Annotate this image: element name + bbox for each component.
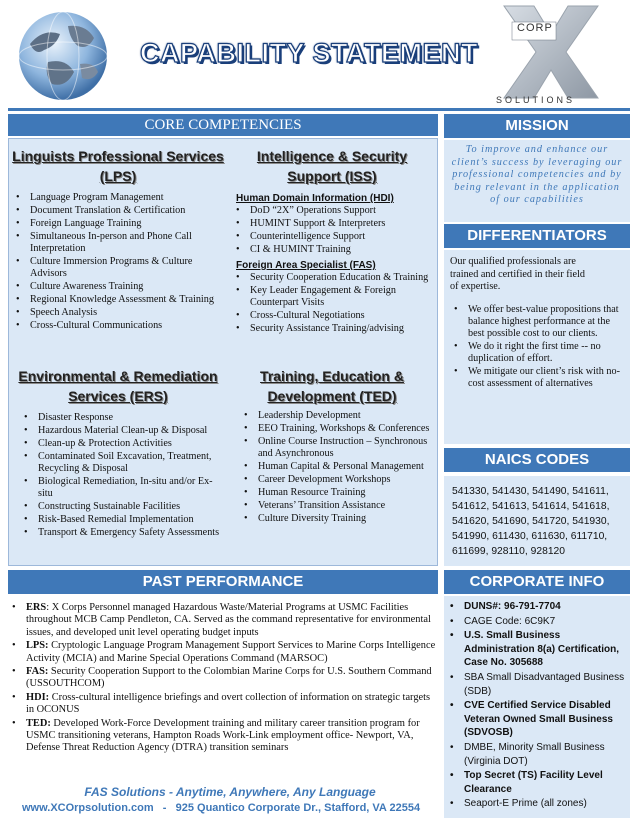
mission-text: To improve and enhance our client’s success by leveraging our professional competencies and by being relevant in the application of our capabilities bbox=[451, 144, 623, 205]
past-performance-text: Cross-cultural intelligence briefings and overt collection of information on strategic targets in OCONUS bbox=[26, 691, 431, 716]
fas-item: • Security Cooperation Education & Training bbox=[232, 272, 432, 284]
ers-item: • Disaster Response bbox=[20, 412, 224, 424]
naics-line: 541330, 541430, 541490, 541611, bbox=[452, 486, 609, 497]
past-performance-text: Cryptologic Language Program Management Support Services to Marine Corps Intelligence Activity (MCIA) and Marine Special Operations Command (MARSOC) bbox=[26, 640, 436, 664]
differentiator-item: • We mitigate our client’s risk with no-cost assessment of alternatives bbox=[450, 366, 624, 390]
corporate-info-item: • Top Secret (TS) Facility Level Clearance bbox=[446, 769, 626, 796]
ted-item: • EEO Training, Workshops & Conferences bbox=[240, 423, 432, 435]
naics-codes bbox=[444, 476, 630, 567]
lps-item: • Culture Immersion Programs & Culture Advisors bbox=[12, 256, 224, 280]
logo-corp-text: CORP bbox=[517, 22, 553, 34]
differentiators-list bbox=[444, 294, 630, 390]
naics-bar: NAICS CODES bbox=[444, 448, 630, 472]
ted-item: • Online Course Instruction – Synchronous and Asynchronous bbox=[240, 436, 432, 460]
lps-item: • Speech Analysis bbox=[12, 307, 224, 319]
past-performance-item bbox=[8, 692, 436, 717]
footer-tagline: FAS Solutions - Anytime, Anywhere, Any Language bbox=[84, 785, 376, 799]
ted-abbr: Development (TED) bbox=[267, 388, 397, 404]
lps-title: Linguists Professional Services bbox=[12, 148, 224, 164]
fas-heading: Foreign Area Specialist (FAS) bbox=[236, 260, 376, 271]
naics-line: 541612, 541613, 541614, 541618, bbox=[452, 501, 610, 512]
past-performance-item bbox=[8, 640, 436, 665]
ted-title: Training, Education & bbox=[260, 368, 404, 384]
iss-title: Intelligence & Security bbox=[256, 148, 408, 164]
iss-section bbox=[232, 146, 432, 336]
naics-line: 611699, 928110, 928120 bbox=[452, 546, 565, 557]
lps-item: • Foreign Language Training bbox=[12, 218, 224, 230]
past-performance-text: Developed Work-Force Development training and military career transition program for USMC transitioning veterans, Hampton Roads Work-Link employment office- Newport, VA, Defense Threat Reduction Agency (DTRA) transition seminars bbox=[26, 717, 420, 754]
past-performance-item bbox=[8, 666, 436, 691]
lps-section bbox=[12, 146, 224, 333]
lps-item: • Cross-Cultural Communications bbox=[12, 320, 224, 332]
past-performance-label: FAS: bbox=[26, 666, 49, 678]
page-title: CAPABILITY STATEMENT bbox=[140, 38, 478, 68]
corporate-info-item: • Seaport-E Prime (all zones) bbox=[446, 797, 626, 811]
ted-item: • Human Resource Training bbox=[240, 487, 432, 499]
ers-list bbox=[12, 412, 224, 539]
past-performance-label: HDI: bbox=[26, 691, 50, 703]
hdi-item: • HUMINT Support & Interpreters bbox=[232, 218, 432, 230]
past-performance-list bbox=[8, 602, 436, 756]
ers-item: • Biological Remediation, In-situ and/or Ex-situ bbox=[20, 476, 224, 500]
differentiator-item: • We offer best-value propositions that balance highest performance at the best possible cost to our clients. bbox=[450, 304, 624, 340]
corporate-info-item: • SBA Small Disadvantaged Business (SDB) bbox=[446, 671, 626, 698]
lps-item: • Simultaneous In-person and Phone Call Interpretation bbox=[12, 231, 224, 255]
lps-item: • Language Program Management bbox=[12, 192, 224, 204]
globe-logo bbox=[8, 6, 118, 106]
ers-title: Environmental & Remediation bbox=[18, 368, 218, 384]
ers-item: • Hazardous Material Clean-up & Disposal bbox=[20, 425, 224, 437]
ted-item: • Leadership Development bbox=[240, 410, 432, 422]
differentiators-panel bbox=[444, 250, 630, 444]
past-performance-label: TED: bbox=[26, 717, 51, 729]
ted-item: • Human Capital & Personal Management bbox=[240, 461, 432, 473]
core-competencies-bar: CORE COMPETENCIES bbox=[8, 114, 438, 136]
differentiators-intro: Our qualified professionals are trained and certified in their field of expertise. bbox=[450, 256, 585, 292]
past-performance-label: ERS bbox=[26, 602, 47, 613]
mission-panel bbox=[444, 140, 630, 222]
past-performance-item bbox=[8, 602, 436, 639]
hdi-heading: Human Domain Information (HDI) bbox=[236, 193, 394, 204]
ers-section bbox=[12, 366, 224, 540]
logo-solutions-text: SOLUTIONS bbox=[496, 95, 576, 105]
naics-line: 541990, 611430, 611630, 611710, bbox=[452, 531, 608, 542]
hdi-item: • DoD “2X” Operations Support bbox=[232, 205, 432, 217]
hdi-list bbox=[232, 205, 432, 256]
fas-item: • Key Leader Engagement & Foreign Counterpart Visits bbox=[232, 285, 432, 309]
ted-item: • Career Development Workshops bbox=[240, 474, 432, 486]
ted-list bbox=[232, 410, 432, 525]
fas-list bbox=[232, 272, 432, 335]
past-performance-item bbox=[8, 718, 436, 755]
mission-bar: MISSION bbox=[444, 114, 630, 138]
ted-section bbox=[232, 366, 432, 526]
lps-item: • Document Translation & Certification bbox=[12, 205, 224, 217]
differentiator-item: • We do it right the first time -- no duplication of effort. bbox=[450, 341, 624, 365]
naics-panel bbox=[444, 476, 630, 566]
ers-item: • Constructing Sustainable Facilities bbox=[20, 501, 224, 513]
past-performance-label: LPS: bbox=[26, 640, 49, 652]
corporate-info-panel bbox=[444, 596, 630, 818]
ers-item: • Risk-Based Remedial Implementation bbox=[20, 514, 224, 526]
lps-item: • Regional Knowledge Assessment & Training bbox=[12, 294, 224, 306]
differentiators-bar: DIFFERENTIATORS bbox=[444, 224, 630, 248]
corporate-info-item: • CAGE Code: 6C9K7 bbox=[446, 615, 626, 629]
lps-list bbox=[12, 192, 224, 332]
header-rule bbox=[8, 108, 630, 111]
past-performance-text: : X Corps Personnel managed Hazardous Waste/Material Programs at USMC Facilities throughout MCB Camp Pendleton, CA. Served as the command representative for environmental issues, and developed unit level operating budget inputs bbox=[26, 602, 431, 638]
lps-abbr: (LPS) bbox=[99, 168, 137, 184]
corporate-info-bar: CORPORATE INFO bbox=[444, 570, 630, 594]
lps-item: • Culture Awareness Training bbox=[12, 281, 224, 293]
fas-item: • Security Assistance Training/advising bbox=[232, 323, 432, 335]
hdi-item: • Counterintelligence Support bbox=[232, 231, 432, 243]
ted-item: • Veterans’ Transition Assistance bbox=[240, 500, 432, 512]
corporate-info-item: • DMBE, Minority Small Business (Virginia DOT) bbox=[446, 741, 626, 768]
past-performance-bar: PAST PERFORMANCE bbox=[8, 570, 438, 594]
naics-line: 541620, 541690, 541720, 541930, bbox=[452, 516, 610, 527]
past-performance-text: Security Cooperation Support to the Colombian Marine Corps for U.S. Southern Command (USSOUTHCOM) bbox=[26, 666, 432, 690]
ers-abbr: Services (ERS) bbox=[68, 388, 168, 404]
footer-contact[interactable] bbox=[22, 802, 442, 814]
footer-contact-text[interactable]: www.XCOrpsolution.com - 925 Quantico Corporate Dr., Stafford, VA 22554 bbox=[22, 802, 421, 814]
corporate-info-item: • DUNS#: 96-791-7704 bbox=[446, 600, 626, 614]
corporate-info-item: • CVE Certified Service Disabled Veteran Owned Small Business (SDVOSB) bbox=[446, 699, 626, 740]
ted-item: • Culture Diversity Training bbox=[240, 513, 432, 525]
corporate-info-list bbox=[444, 596, 630, 811]
corporate-info-item: • U.S. Small Business Administration 8(a) Certification, Case No. 305688 bbox=[446, 629, 626, 670]
ers-item: • Clean-up & Protection Activities bbox=[20, 438, 224, 450]
fas-item: • Cross-Cultural Negotiations bbox=[232, 310, 432, 322]
hdi-item: • CI & HUMINT Training bbox=[232, 244, 432, 256]
ers-item: • Transport & Emergency Safety Assessments bbox=[20, 527, 224, 539]
iss-abbr: Support (ISS) bbox=[287, 168, 377, 184]
ers-item: • Contaminated Soil Excavation, Treatment, Recycling & Disposal bbox=[20, 451, 224, 475]
